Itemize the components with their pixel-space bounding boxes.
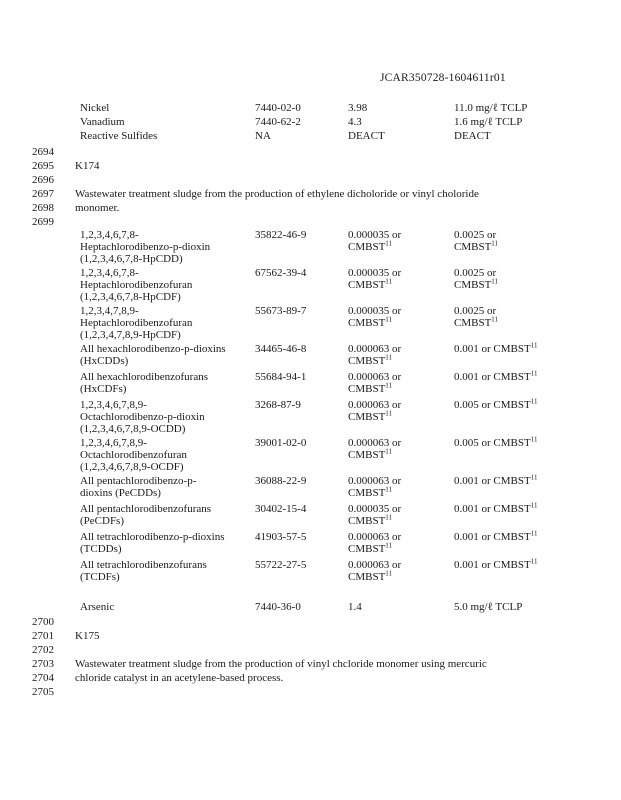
constituent-name-line: All pentachlorodibenzo-p-: [80, 475, 197, 487]
nonwastewater-cmbst: [454, 279, 594, 291]
wastewater-cmbst: [348, 411, 448, 423]
nonwastewater-value: [454, 371, 594, 383]
cas-number: NA: [255, 130, 271, 142]
cmbst-text: CMBST: [454, 241, 492, 253]
cas-number: 35822-46-9: [255, 229, 307, 241]
cmbst-text: CMBST: [348, 515, 386, 527]
cmbst-text: CMBST: [348, 543, 386, 555]
wastewater-standard: 3.98: [348, 102, 368, 114]
nonwastewater-standard: [454, 229, 594, 253]
line-number: 2696: [32, 174, 54, 186]
wastewater-standard: [348, 343, 448, 367]
wastewater-standard: [348, 267, 448, 291]
nonwastewater-text: 0.005 or CMBST: [454, 399, 531, 411]
nonwastewater-text: 0.001 or CMBST: [454, 559, 531, 571]
nonwastewater-standard: 11.0 mg/ℓ TCLP: [454, 102, 528, 114]
constituent-name-line: 1,2,3,4,6,7,8,9-: [80, 399, 147, 411]
nonwastewater-value: [454, 559, 594, 571]
nonwastewater-value: [454, 399, 594, 411]
constituent-name-line: All pentachlorodibenzofurans: [80, 503, 212, 515]
footnote-mark: 11: [491, 277, 499, 286]
constituent-name: [80, 343, 250, 367]
line-number: 2703: [32, 658, 54, 670]
wastewater-standard: [348, 229, 448, 253]
constituent-name-line: (TCDDs): [80, 543, 122, 555]
nonwastewater-text: 0.001 or CMBST: [454, 475, 531, 487]
wastewater-value: 0.000063 or: [348, 343, 402, 355]
constituent-name: [80, 371, 250, 395]
cmbst-text: CMBST: [348, 411, 386, 423]
nonwastewater-text: 0.001 or CMBST: [454, 343, 531, 355]
constituent-name-line: (HxCDDs): [80, 355, 129, 367]
cmbst-text: CMBST: [348, 317, 386, 329]
waste-code-k175: K175: [75, 630, 100, 642]
nonwastewater-standard: [454, 503, 594, 515]
cmbst-text: CMBST: [348, 449, 386, 461]
wastewater-cmbst: [348, 383, 448, 395]
constituent-name-line: Heptachlorodibenzofuran: [80, 317, 193, 329]
constituent-name: [80, 399, 250, 435]
constituent-name-line: (1,2,3,4,6,7,8-HpCDF): [80, 291, 181, 303]
constituent-name-line: 1,2,3,4,7,8,9-: [80, 305, 139, 317]
constituent-name-line: dioxins (PeCDDs): [80, 487, 161, 499]
nonwastewater-value: [454, 531, 594, 543]
wastewater-value: 0.000063 or: [348, 399, 402, 411]
nonwastewater-text: 0.0025 or: [454, 267, 497, 279]
cas-number: 55673-89-7: [255, 305, 307, 317]
cas-number: 34465-46-8: [255, 343, 307, 355]
k175-description-line: Wastewater treatment sludge from the production of vinyl chcloride monomer using mercuric: [75, 658, 487, 670]
constituent-name: [80, 305, 250, 341]
line-number: 2701: [32, 630, 54, 642]
nonwastewater-text: 0.005 or CMBST: [454, 437, 531, 449]
constituent-name-line: All tetrachlorodibenzo-p-dioxins: [80, 531, 225, 543]
footnote-mark: 11: [491, 239, 499, 248]
constituent-name: [80, 229, 250, 265]
wastewater-value: 0.000063 or: [348, 475, 402, 487]
constituent-name-line: (1,2,3,4,7,8,9-HpCDF): [80, 329, 181, 341]
wastewater-cmbst: [348, 317, 448, 329]
wastewater-cmbst: [348, 241, 448, 253]
line-number: 2698: [32, 202, 54, 214]
nonwastewater-standard: 1.6 mg/ℓ TCLP: [454, 116, 523, 128]
nonwastewater-standard: 5.0 mg/ℓ TCLP: [454, 601, 523, 613]
wastewater-value: 0.000063 or: [348, 437, 402, 449]
constituent-name-line: Heptachlorodibenzo-p-dioxin: [80, 241, 211, 253]
constituent-name: Arsenic: [80, 601, 115, 613]
cas-number: 39001-02-0: [255, 437, 307, 449]
footnote-mark: 11: [491, 315, 499, 324]
constituent-name-line: (TCDFs): [80, 571, 120, 583]
nonwastewater-standard: [454, 531, 594, 543]
wastewater-value: 0.000035 or: [348, 229, 402, 241]
footnote-mark: 11: [385, 569, 393, 578]
cas-number: 3268-87-9: [255, 399, 301, 411]
constituent-name-line: All hexachlorodibenzofurans: [80, 371, 208, 383]
wastewater-cmbst: [348, 487, 448, 499]
wastewater-value: 0.000063 or: [348, 559, 402, 571]
footnote-mark: 11: [385, 447, 393, 456]
wastewater-cmbst: [348, 279, 448, 291]
nonwastewater-value: [454, 305, 594, 317]
constituent-name-line: All hexachlorodibenzo-p-dioxins: [80, 343, 226, 355]
cas-number: 67562-39-4: [255, 267, 307, 279]
nonwastewater-text: 0.001 or CMBST: [454, 531, 531, 543]
footnote-mark: 11: [385, 409, 393, 418]
footnote-mark: 11: [530, 501, 538, 510]
nonwastewater-text: 0.001 or CMBST: [454, 371, 531, 383]
constituent-name-line: (HxCDFs): [80, 383, 127, 395]
line-number: 2695: [32, 160, 54, 172]
nonwastewater-standard: [454, 559, 594, 571]
constituent-name: [80, 531, 250, 555]
constituent-name: [80, 503, 250, 527]
nonwastewater-standard: [454, 399, 594, 411]
nonwastewater-standard: [454, 343, 594, 355]
constituent-name: [80, 437, 250, 473]
footnote-mark: 11: [385, 381, 393, 390]
constituent-name-line: 1,2,3,4,6,7,8-: [80, 229, 139, 241]
constituent-name-line: Heptachlorodibenzofuran: [80, 279, 193, 291]
cmbst-text: CMBST: [348, 279, 386, 291]
wastewater-standard: [348, 437, 448, 461]
cmbst-text: CMBST: [348, 571, 386, 583]
constituent-name: Nickel: [80, 102, 110, 114]
constituent-name-line: Octachlorodibenzofuran: [80, 449, 187, 461]
nonwastewater-standard: [454, 305, 594, 329]
cas-number: 55684-94-1: [255, 371, 307, 383]
footnote-mark: 11: [385, 315, 393, 324]
wastewater-standard: 1.4: [348, 601, 362, 613]
nonwastewater-value: [454, 267, 594, 279]
wastewater-value: 0.000035 or: [348, 267, 402, 279]
nonwastewater-standard: [454, 267, 594, 291]
cmbst-text: CMBST: [348, 355, 386, 367]
constituent-name-line: Octachlorodibenzo-p-dioxin: [80, 411, 205, 423]
nonwastewater-standard: [454, 437, 594, 449]
wastewater-standard: [348, 503, 448, 527]
wastewater-cmbst: [348, 571, 448, 583]
k175-description-line: chloride catalyst in an acetylene-based process.: [75, 672, 284, 684]
cmbst-text: CMBST: [454, 279, 492, 291]
constituent-name-line: 1,2,3,4,6,7,8-: [80, 267, 139, 279]
footnote-mark: 11: [530, 473, 538, 482]
wastewater-value: 0.000063 or: [348, 531, 402, 543]
nonwastewater-value: [454, 475, 594, 487]
k174-description-line: Wastewater treatment sludge from the production of ethylene dicholoride or vinyl choloride: [75, 188, 479, 200]
wastewater-standard: [348, 371, 448, 395]
wastewater-cmbst: [348, 515, 448, 527]
cmbst-text: CMBST: [348, 487, 386, 499]
constituent-name-line: All tetrachlorodibenzofurans: [80, 559, 207, 571]
footnote-mark: 11: [530, 435, 538, 444]
nonwastewater-value: [454, 437, 594, 449]
line-number: 2694: [32, 146, 54, 158]
footnote-mark: 11: [385, 541, 393, 550]
constituent-name-line: (PeCDFs): [80, 515, 125, 527]
wastewater-value: 0.000063 or: [348, 371, 402, 383]
nonwastewater-cmbst: [454, 241, 594, 253]
constituent-name: Vanadium: [80, 116, 125, 128]
line-number: 2697: [32, 188, 54, 200]
nonwastewater-text: 0.0025 or: [454, 305, 497, 317]
cas-number: 7440-36-0: [255, 601, 301, 613]
nonwastewater-value: [454, 503, 594, 515]
cas-number: 7440-02-0: [255, 102, 301, 114]
wastewater-cmbst: [348, 543, 448, 555]
constituent-name-line: (1,2,3,4,6,7,8,9-OCDD): [80, 423, 186, 435]
document-id: JCAR350728-1604611r01: [380, 72, 506, 84]
nonwastewater-cmbst: [454, 317, 594, 329]
line-number: 2702: [32, 644, 54, 656]
footnote-mark: 11: [530, 557, 538, 566]
cmbst-text: CMBST: [348, 241, 386, 253]
nonwastewater-text: 0.001 or CMBST: [454, 503, 531, 515]
constituent-name: [80, 267, 250, 303]
wastewater-value: 0.000035 or: [348, 305, 402, 317]
cas-number: 30402-15-4: [255, 503, 307, 515]
wastewater-cmbst: [348, 449, 448, 461]
footnote-mark: 11: [385, 353, 393, 362]
cas-number: 41903-57-5: [255, 531, 307, 543]
cmbst-text: CMBST: [454, 317, 492, 329]
nonwastewater-text: 0.0025 or: [454, 229, 497, 241]
wastewater-standard: [348, 531, 448, 555]
footnote-mark: 11: [385, 513, 393, 522]
wastewater-cmbst: [348, 355, 448, 367]
footnote-mark: 11: [385, 485, 393, 494]
nonwastewater-standard: [454, 475, 594, 487]
footnote-mark: 11: [530, 341, 538, 350]
nonwastewater-value: [454, 343, 594, 355]
cas-number: 7440-62-2: [255, 116, 301, 128]
nonwastewater-standard: [454, 371, 594, 383]
nonwastewater-value: [454, 229, 594, 241]
nonwastewater-standard: DEACT: [454, 130, 491, 142]
footnote-mark: 11: [385, 239, 393, 248]
wastewater-standard: [348, 399, 448, 423]
footnote-mark: 11: [530, 397, 538, 406]
line-number: 2699: [32, 216, 54, 228]
footnote-mark: 11: [530, 529, 538, 538]
wastewater-standard: DEACT: [348, 130, 385, 142]
wastewater-standard: [348, 305, 448, 329]
cas-number: 55722-27-5: [255, 559, 307, 571]
footnote-mark: 11: [385, 277, 393, 286]
line-number: 2700: [32, 616, 54, 628]
cas-number: 36088-22-9: [255, 475, 307, 487]
wastewater-standard: [348, 475, 448, 499]
constituent-name: [80, 475, 250, 499]
constituent-name-line: 1,2,3,4,6,7,8,9-: [80, 437, 147, 449]
cmbst-text: CMBST: [348, 383, 386, 395]
constituent-name: [80, 559, 250, 583]
line-number: 2705: [32, 686, 54, 698]
footnote-mark: 11: [530, 369, 538, 378]
line-number: 2704: [32, 672, 54, 684]
k174-description-line: monomer.: [75, 202, 120, 214]
wastewater-value: 0.000035 or: [348, 503, 402, 515]
waste-code-k174: K174: [75, 160, 100, 172]
constituent-name-line: (1,2,3,4,6,7,8-HpCDD): [80, 253, 183, 265]
constituent-name: Reactive Sulfides: [80, 130, 158, 142]
wastewater-standard: [348, 559, 448, 583]
wastewater-standard: 4.3: [348, 116, 362, 128]
constituent-name-line: (1,2,3,4,6,7,8,9-OCDF): [80, 461, 184, 473]
